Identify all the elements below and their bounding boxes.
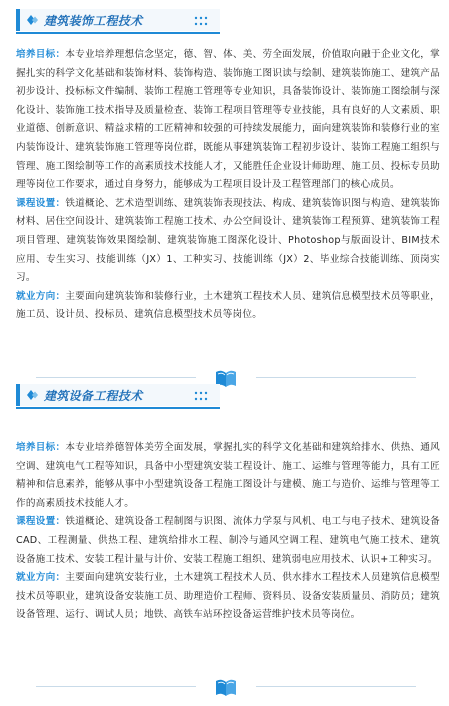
title-diamond-icon	[26, 389, 40, 401]
paragraph-label: 课程设置：	[16, 516, 66, 528]
paragraph-label: 就业方向：	[16, 290, 66, 302]
paragraph-label: 课程设置：	[16, 197, 66, 209]
paragraph-text: 铁道概论、艺术造型训练、建筑装饰表现技法、构成、建筑装饰识图与构造、建筑装饰材料、居住空间设计、建筑装饰工程施工技术、办公空间设计、建筑装饰工程预算、建筑装饰工程项目管理、建筑装饰效果图绘制、建筑装饰施工图深化设计、Photoshop与版面设计、BIM技术应用、专生实习、技能训练（JX）1、工种实习、技能训练（JX）2、毕业综合技能训练、顶岗实习。	[16, 197, 441, 284]
grid-dots-icon	[194, 391, 208, 401]
paragraph-text: 主要面向建筑装饰和装修行业，土木建筑工程技术人员、建筑信息模型技术员等职业，施工员、设计员、投标员、建筑信息模型技术员等岗位。	[16, 290, 441, 321]
paragraph-label: 培养目标：	[16, 442, 66, 453]
divider-line	[256, 686, 416, 687]
paragraph-text: 铁道概论、建筑设备工程制图与识图、流体力学泵与风机、电工与电子技术、建筑设备CAD、工程测量、供热工程、建筑给排水工程、制冷与通风空调工程、建筑电气施工技术、建筑设备施工技术、安装工程计量与计价、安装工程施工组织、建筑弱电应用技术、认识+工种实习。	[16, 516, 441, 565]
divider-line	[256, 377, 416, 378]
paragraph-courses	[16, 195, 440, 288]
paragraph-careers	[16, 288, 440, 325]
paragraph-label: 培养目标：	[16, 49, 66, 60]
paragraph-text: 本专业培养理想信念坚定，德、智、体、美、劳全面发展，价值取向融于企业文化，掌握扎实的科学文化基础和装饰材料、装饰构造、装饰施工图识读与绘制、建筑装饰施工、建筑产品初步设计、投标标文件编制、装饰工程施工管理等专业知识，具备装饰设计、装饰施工图绘制与深化设计、装饰施工技术指导及质量检查、装饰工程项目管理等专业技能，具有良好的人文素质、职业道德、创新意识、精益求精的工匠精神和较强的可持续发展能力，面向建筑装饰和装修行业的室内装饰设计、建筑装饰施工管理等岗位群，既能从事建筑装饰工程初步设计、装饰工程施工组织与管理、施工图绘制等工作的高素质技术技能人才，又能胜任企业设计师助理、施工员、投标专员助理等岗位工作要求，通过自身努力，能够成为工程项目设计及工程管理部门的核心成员。	[16, 49, 441, 191]
title-underline	[16, 407, 220, 409]
paragraph-goal	[16, 439, 440, 513]
title-accent	[16, 384, 20, 406]
paragraph-courses	[16, 513, 440, 569]
paragraph-text: 本专业培养德智体美劳全面发展，掌握扎实的科学文化基础和建筑给排水、供热、通风空调、建筑电气工程等知识，具备中小型建筑安装工程设计、施工、运维与管理等能力，具有工匠精神和信息素养，能够从事中小型建筑设备工程施工图设计与建模、施工与造价、运维与管理等工作的高素质技术技能人才。	[16, 442, 441, 509]
section-title: 建筑装饰工程技术	[44, 14, 143, 28]
section-title: 建筑设备工程技术	[44, 389, 143, 403]
section-title-bar	[16, 381, 220, 405]
open-book-icon	[214, 675, 238, 699]
title-accent	[16, 9, 20, 31]
section-title-bar	[16, 6, 220, 30]
paragraph-careers	[16, 569, 440, 625]
section-body	[16, 46, 440, 325]
title-diamond-icon	[26, 14, 40, 26]
paragraph-text: 主要面向建筑安装行业，土木建筑工程技术人员、供水排水工程技术人员建筑信息模型技术员等职业，建筑设备安装施工员、助理造价工程师、资料员、设备安装质量员、消防员；建筑设备管理、运行、调试人员；地铁、高铁车站环控设备运营维护技术员等岗位。	[16, 572, 441, 621]
paragraph-label: 就业方向：	[16, 572, 66, 584]
section-body	[16, 439, 440, 625]
divider-line	[36, 686, 196, 687]
paragraph-goal	[16, 46, 440, 195]
grid-dots-icon	[194, 16, 208, 26]
divider-line	[36, 377, 196, 378]
section-divider	[36, 672, 416, 702]
title-underline	[16, 32, 220, 34]
